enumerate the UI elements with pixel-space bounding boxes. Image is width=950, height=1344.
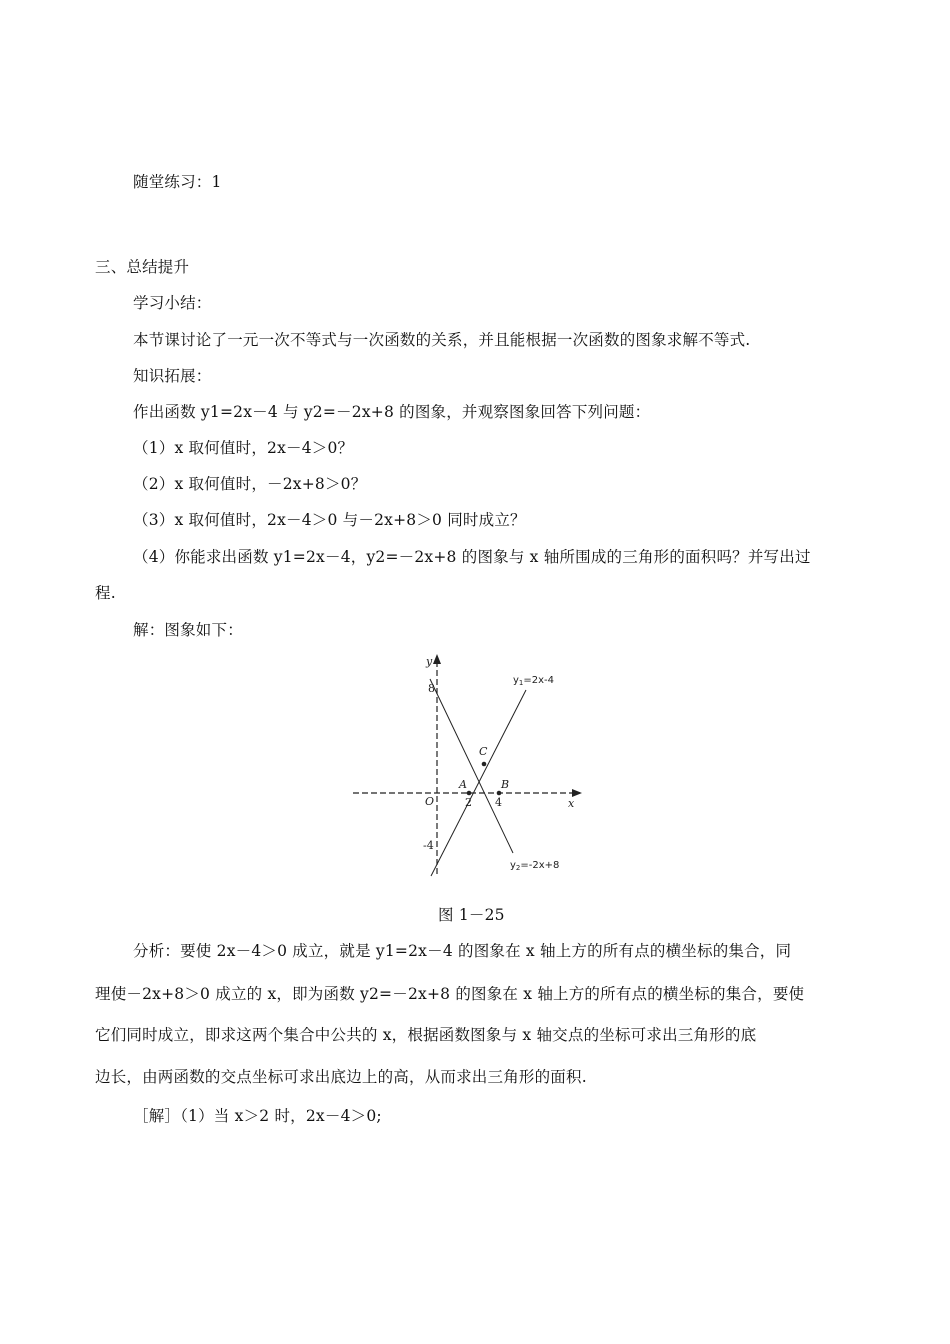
point-c-label: C <box>479 745 488 758</box>
line-y1 <box>431 690 526 876</box>
point-a-label: A <box>459 778 467 791</box>
point-b-label: B <box>501 778 510 791</box>
solution-intro: 解：图象如下： <box>133 621 243 639</box>
line-y2-label: $y_2=-2x+8$ <box>510 860 560 872</box>
extension-heading: 知识拓展： <box>133 367 212 385</box>
tick-x-2: 2 <box>465 796 472 809</box>
tick-y-8: 8 <box>428 682 435 695</box>
question-4: （4）你能求出函数 y1=2x－4，y2=－2x+8 的图象与 x 轴所围成的三角形的面积吗？并写出过 <box>133 548 811 566</box>
summary-text: 本节课讨论了一元一次不等式与一次函数的关系，并且能根据一次函数的图象求解不等式. <box>133 331 751 349</box>
graph-svg <box>350 650 590 880</box>
tick-x-4: 4 <box>495 796 502 809</box>
analysis-line-4: 边长，由两函数的交点坐标可求出底边上的高，从而求出三角形的面积. <box>95 1068 587 1086</box>
section-title: 三、总结提升 <box>95 258 190 276</box>
question-3: （3）x 取何值时，2x－4＞0 与－2x+8＞0 同时成立？ <box>133 511 526 529</box>
x-axis-label: x <box>568 797 575 810</box>
question-4-cont: 程. <box>95 584 116 602</box>
summary-heading: 学习小结： <box>133 294 212 312</box>
y-axis-arrow <box>433 654 441 664</box>
question-2: （2）x 取何值时，－2x+8＞0？ <box>133 475 367 493</box>
point-b-dot <box>497 791 502 796</box>
solution-line: ［解］（1）当 x＞2 时，2x－4＞0; <box>133 1107 382 1125</box>
tick-y-neg4: -4 <box>423 839 434 852</box>
analysis-line-2: 理使－2x+8＞0 成立的 x，即为函数 y2=－2x+8 的图象在 x 轴上方的所有点的横坐标的集合，要使 <box>95 985 805 1003</box>
practice-line: 随堂练习：1 <box>133 173 222 191</box>
problem-intro: 作出函数 y1=2x－4 与 y2=－2x+8 的图象，并观察图象回答下列问题： <box>133 403 651 421</box>
x-axis-arrow <box>572 789 582 797</box>
point-c-dot <box>482 762 487 767</box>
analysis-line-1: 分析：要使 2x－4＞0 成立，就是 y1=2x－4 的图象在 x 轴上方的所有点的横坐标的集合，同 <box>133 942 792 960</box>
line-y1-label: $y_1=2x-4$ <box>513 675 555 687</box>
analysis-line-3: 它们同时成立，即求这两个集合中公共的 x，根据函数图象与 x 轴交点的坐标可求出三角形的底 <box>95 1026 757 1044</box>
y-axis-label: y <box>426 655 433 668</box>
question-1: （1）x 取何值时，2x－4＞0？ <box>133 439 354 457</box>
figure-caption: 图 1－25 <box>438 906 505 924</box>
line-y2 <box>430 679 513 853</box>
origin-label: O <box>425 795 435 808</box>
function-graph-figure <box>350 650 590 880</box>
point-a-dot <box>467 791 472 796</box>
